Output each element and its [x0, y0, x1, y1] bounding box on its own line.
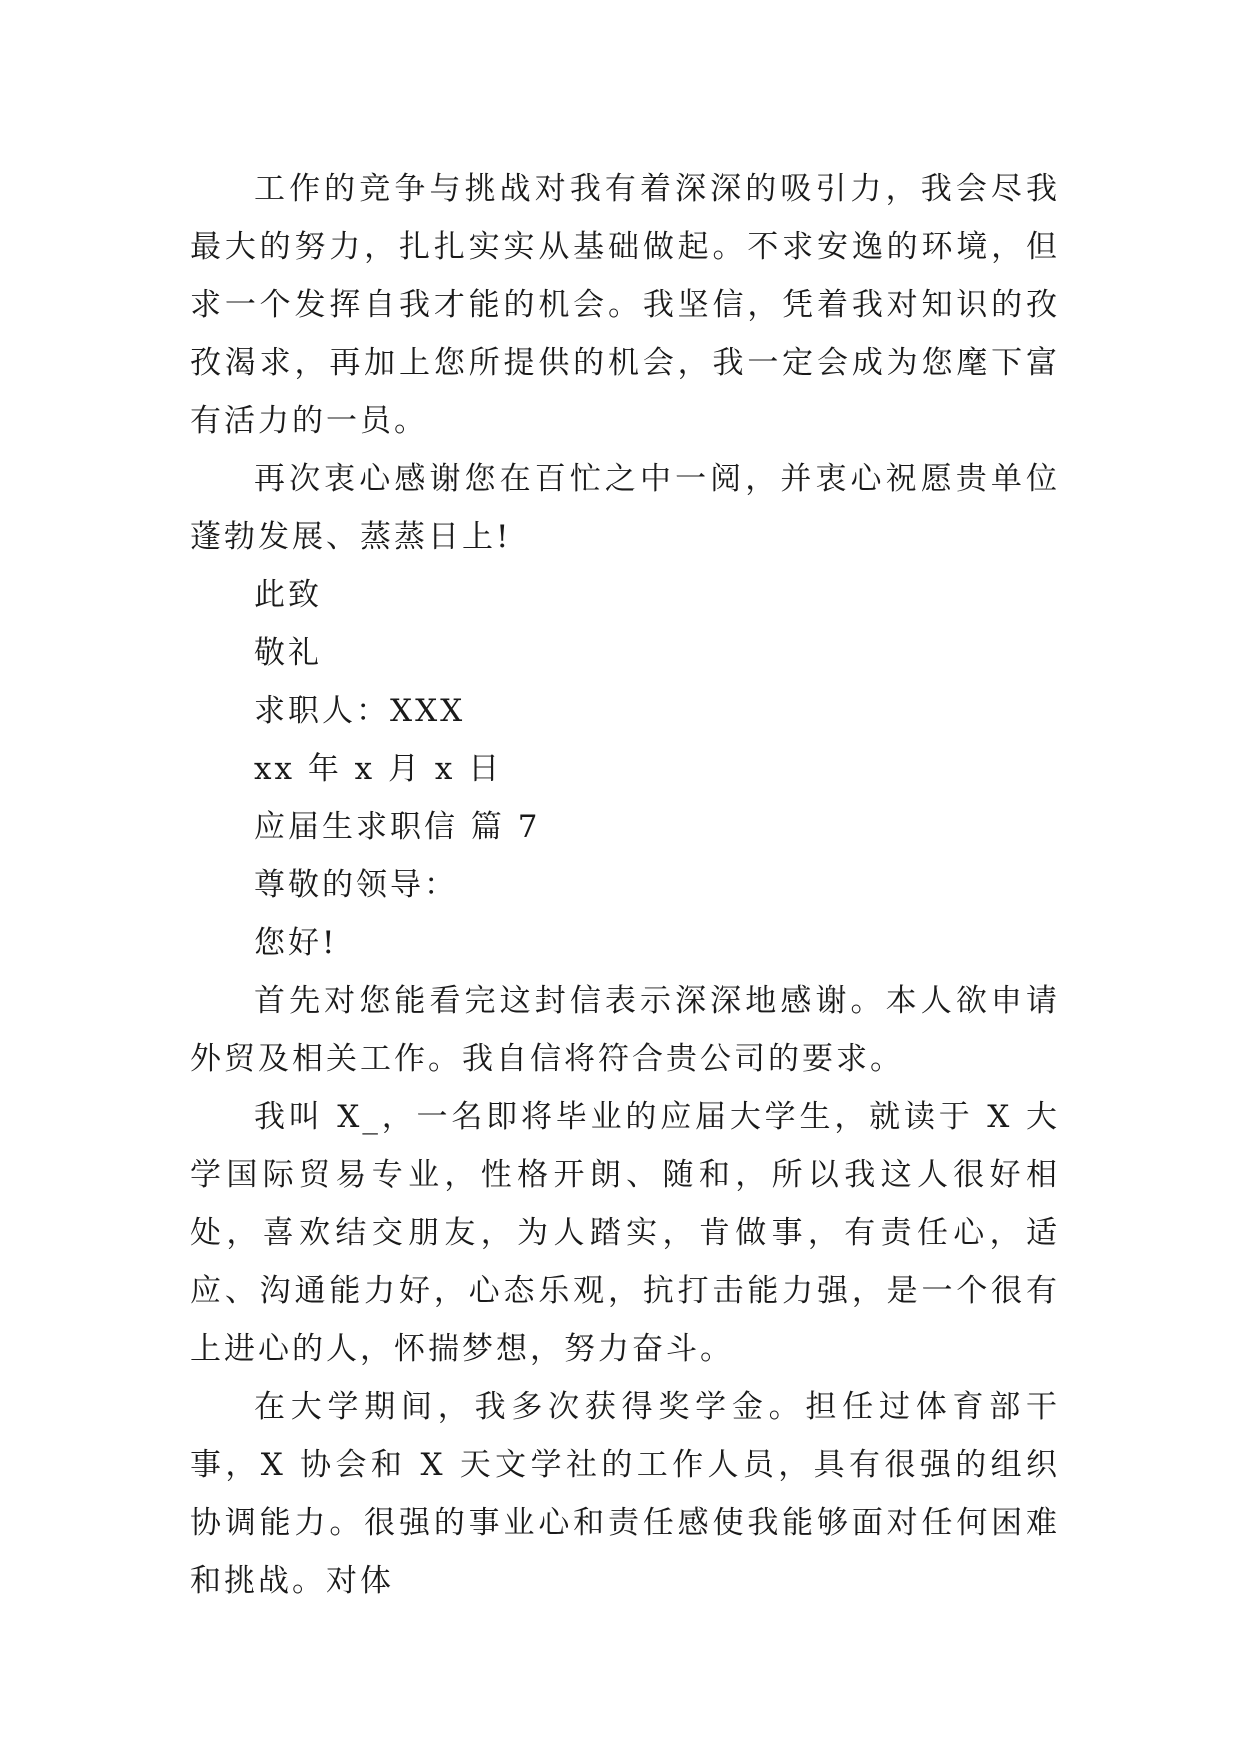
paragraph-work-challenge: 工作的竞争与挑战对我有着深深的吸引力，我会尽我最大的努力，扎扎实实从基础做起。不求安逸的环境，但求一个发挥自我才能的机会。我坚信，凭着我对知识的孜孜渴求，再加上您所提供的机会，我一定会成为您麾下富有活力的一员。: [190, 171, 1060, 439]
salutation-line: 尊敬的领导：: [254, 867, 458, 903]
closing-line-2: 敬礼: [254, 635, 322, 671]
section-title: 应届生求职信 篇 7: [254, 809, 541, 845]
paragraph-thanks: 再次衷心感谢您在百忙之中一阅，并衷心祝愿贵单位蓬勃发展、蒸蒸日上!: [190, 461, 1060, 555]
signer-line: 求职人：XXX: [254, 693, 466, 729]
date-line: xx 年 x 月 x 日: [254, 751, 503, 787]
paragraph-intro: 首先对您能看完这封信表示深深地感谢。本人欲申请外贸及相关工作。我自信将符合贵公司的要求。: [190, 983, 1060, 1077]
document-body: [190, 160, 1060, 1610]
paragraph-university: 在大学期间，我多次获得奖学金。担任过体育部干事，X 协会和 X 天文学社的工作人员，具有很强的组织协调能力。很强的事业心和责任感使我能够面对任何困难和挑战。对体: [190, 1389, 1060, 1599]
greeting-line: 您好!: [254, 925, 338, 961]
paragraph-self-introduction: 我叫 X_，一名即将毕业的应届大学生，就读于 X 大学国际贸易专业，性格开朗、随和，所以我这人很好相处，喜欢结交朋友，为人踏实，肯做事，有责任心，适应、沟通能力好，心态乐观，抗打击能力强，是一个很有上进心的人，怀揣梦想，努力奋斗。: [190, 1099, 1060, 1367]
closing-line-1: 此致: [254, 577, 322, 613]
